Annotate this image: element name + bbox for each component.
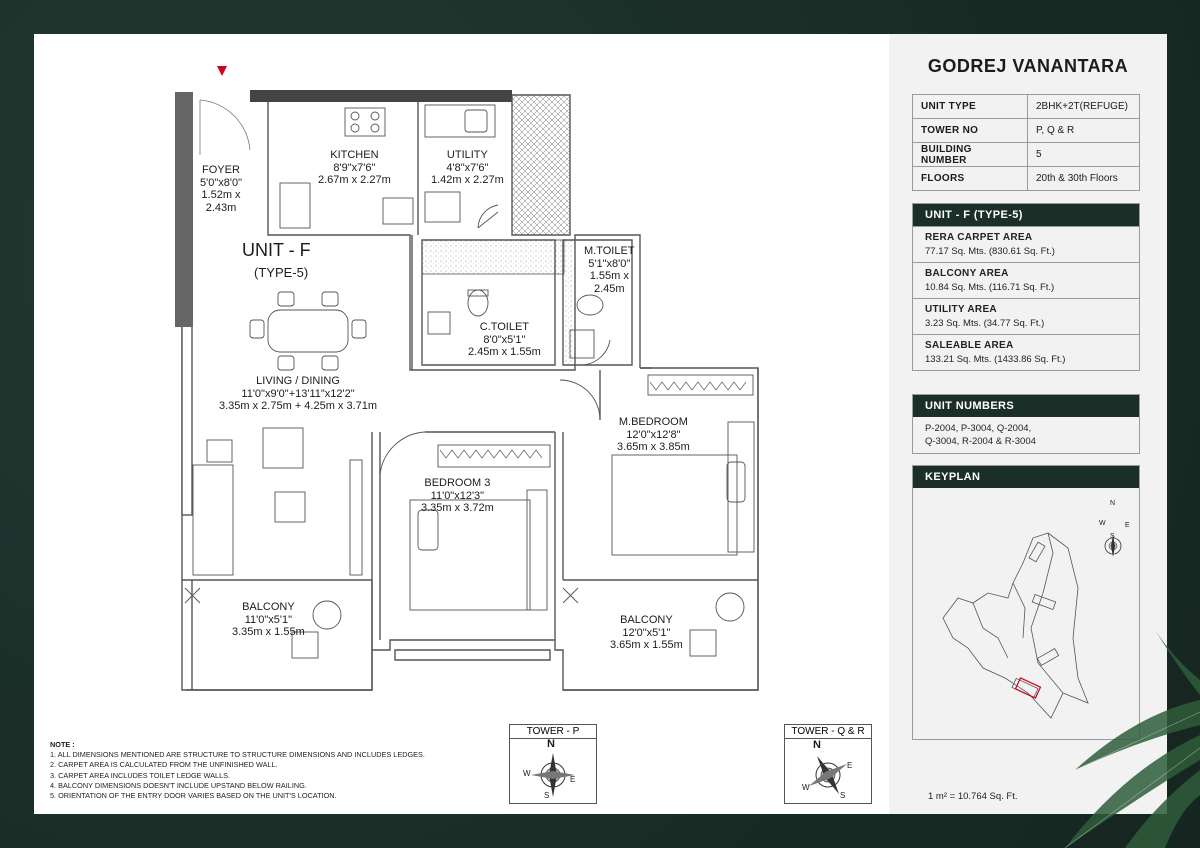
note-item: 4. BALCONY DIMENSIONS DOESN'T INCLUDE UPSTAND BELOW RAILING.	[50, 780, 307, 790]
compass-tower-qr	[784, 724, 872, 804]
keyplan-s: S	[1110, 533, 1115, 540]
area-value: 133.21 Sq. Mts. (1433.86 Sq. Ft.)	[925, 354, 1066, 365]
area-row	[913, 226, 1139, 262]
room-name: KITCHEN	[330, 149, 379, 161]
palm-leaf-decoration	[1055, 620, 1200, 848]
room-name: BALCONY	[242, 601, 295, 613]
room-dim-imperial: 5'0"x8'0"	[200, 176, 242, 189]
room-dim-metric: 3.35m x 3.72m	[421, 502, 494, 515]
note-item: 1. ALL DIMENSIONS MENTIONED ARE STRUCTURE TO STRUCTURE DIMENSIONS AND INCLUDES LEDGES.	[50, 750, 425, 760]
room-dim-imperial: 12'0"x5'1"	[622, 626, 671, 639]
area-title: RERA CARPET AREA	[925, 232, 1033, 243]
room-name: M.TOILET	[584, 245, 635, 257]
brand-title: GODREJ VANANTARA	[927, 56, 1129, 76]
section-heading: UNIT - F (TYPE-5)	[913, 204, 1139, 226]
unit-numbers-line: P-2004, P-3004, Q-2004,	[925, 423, 1032, 434]
info-value: 2BHK+2T(REFUGE)	[1028, 95, 1140, 119]
note-item: 3. CARPET AREA INCLUDES TOILET LEDGE WALLS.	[50, 770, 231, 780]
room-dim-metric: 2.67m x 2.27m	[318, 174, 391, 187]
area-row	[913, 298, 1139, 334]
room-kitchen	[318, 149, 391, 187]
room-dim-imperial: 8'9"x7'6"	[333, 161, 376, 174]
room-dim-imperial: 8'0"x5'1"	[483, 333, 526, 346]
room-bedroom-3	[421, 477, 494, 515]
room-master-bedroom	[617, 416, 690, 454]
room-dim-imperial: 11'0"x5'1"	[244, 613, 293, 626]
room-foyer	[200, 164, 242, 215]
notes-heading: NOTE :	[50, 740, 75, 749]
room-dim-metric: 1.55m x	[589, 270, 629, 283]
info-key: UNIT TYPE	[913, 95, 1028, 119]
room-dim-metric: 3.35m x 1.55m	[232, 626, 305, 639]
table-row	[913, 119, 1140, 143]
area-value: 77.17 Sq. Mts. (830.61 Sq. Ft.)	[925, 246, 1055, 257]
compass-w: W	[802, 783, 810, 792]
info-value: P, Q & R	[1028, 119, 1140, 143]
compass-w: W	[523, 769, 531, 778]
room-living-dining	[219, 375, 377, 413]
room-balcony-2	[610, 614, 683, 652]
unit-subtitle: (TYPE-5)	[254, 265, 309, 280]
keyplan-w: W	[1099, 520, 1106, 527]
info-value: 20th & 30th Floors	[1028, 167, 1140, 191]
room-dim-imperial: 11'0"x12'3"	[430, 489, 485, 502]
unit-info-table	[912, 94, 1140, 191]
room-dim-metric: 3.65m x 1.55m	[610, 639, 683, 652]
area-title: BALCONY AREA	[925, 268, 1009, 279]
section-heading: KEYPLAN	[913, 466, 1139, 488]
area-value: 3.23 Sq. Mts. (34.77 Sq. Ft.)	[925, 318, 1045, 329]
room-dim-metric: 1.52m x	[201, 189, 241, 202]
room-name: BALCONY	[620, 614, 673, 626]
unit-numbers-text	[913, 417, 1139, 453]
compass-rose-icon	[785, 739, 871, 803]
notes	[50, 740, 425, 801]
room-master-toilet	[584, 245, 635, 296]
room-dim-imperial: 4'8"x7'6"	[446, 161, 489, 174]
room-dim-metric: 3.35m x 2.75m + 4.25m x 3.71m	[219, 400, 378, 413]
room-dim-metric-2: 2.45m	[593, 282, 625, 295]
room-dim-metric: 3.65m x 3.85m	[617, 441, 690, 454]
keyplan-n: N	[1110, 500, 1116, 507]
compass-s: S	[840, 791, 846, 800]
area-row	[913, 334, 1139, 370]
compass-caption: TOWER - P	[510, 725, 596, 739]
unit-numbers-section	[912, 394, 1140, 454]
unit-conversion: 1 m² = 10.764 Sq. Ft.	[928, 791, 1018, 802]
room-dim-imperial: 11'0"x9'0"+13'11"x12'2"	[241, 387, 355, 400]
room-dim-imperial: 5'1"x8'0"	[588, 257, 631, 270]
compass-e: E	[570, 775, 576, 784]
compass-e: E	[847, 761, 853, 770]
table-row	[913, 167, 1140, 191]
room-dim-metric: 1.42m x 2.27m	[431, 174, 504, 187]
keyplan-e: E	[1125, 522, 1130, 529]
room-dim-metric-2: 2.43m	[205, 201, 237, 214]
info-key: BUILDING NUMBER	[913, 143, 1028, 167]
note-item: 2. CARPET AREA IS CALCULATED FROM THE UNFINISHED WALL.	[50, 760, 278, 770]
area-value: 10.84 Sq. Mts. (116.71 Sq. Ft.)	[925, 282, 1055, 293]
room-dim-imperial: 12'0"x12'8"	[626, 428, 681, 441]
room-name: UTILITY	[446, 149, 488, 161]
info-key: TOWER NO	[913, 119, 1028, 143]
compass-n: N	[813, 739, 821, 751]
area-section	[912, 203, 1140, 371]
room-name: M.BEDROOM	[618, 416, 688, 428]
area-row	[913, 262, 1139, 298]
note-item: 5. ORIENTATION OF THE ENTRY DOOR VARIES BASED ON THE UNIT'S LOCATION.	[50, 791, 337, 801]
room-name: BEDROOM 3	[424, 477, 491, 489]
area-title: SALEABLE AREA	[925, 340, 1014, 351]
room-utility	[431, 149, 504, 187]
room-common-toilet	[468, 321, 541, 359]
room-name: LIVING / DINING	[256, 375, 340, 387]
area-title: UTILITY AREA	[925, 304, 997, 315]
info-key: FLOORS	[913, 167, 1028, 191]
unit-numbers-line: Q-3004, R-2004 & R-3004	[925, 436, 1036, 447]
compass-s: S	[544, 791, 550, 800]
compass-tower-p	[509, 724, 597, 804]
table-row	[913, 95, 1140, 119]
room-dim-metric: 2.45m x 1.55m	[468, 346, 541, 359]
compass-caption: TOWER - Q & R	[785, 725, 871, 739]
compass-n: N	[547, 738, 555, 750]
info-value: 5	[1028, 143, 1140, 167]
room-name: FOYER	[202, 164, 240, 176]
table-row	[913, 143, 1140, 167]
room-name: C.TOILET	[479, 321, 530, 333]
room-balcony-1	[232, 601, 305, 639]
section-heading: UNIT NUMBERS	[913, 395, 1139, 417]
unit-title: UNIT - F	[242, 240, 311, 260]
